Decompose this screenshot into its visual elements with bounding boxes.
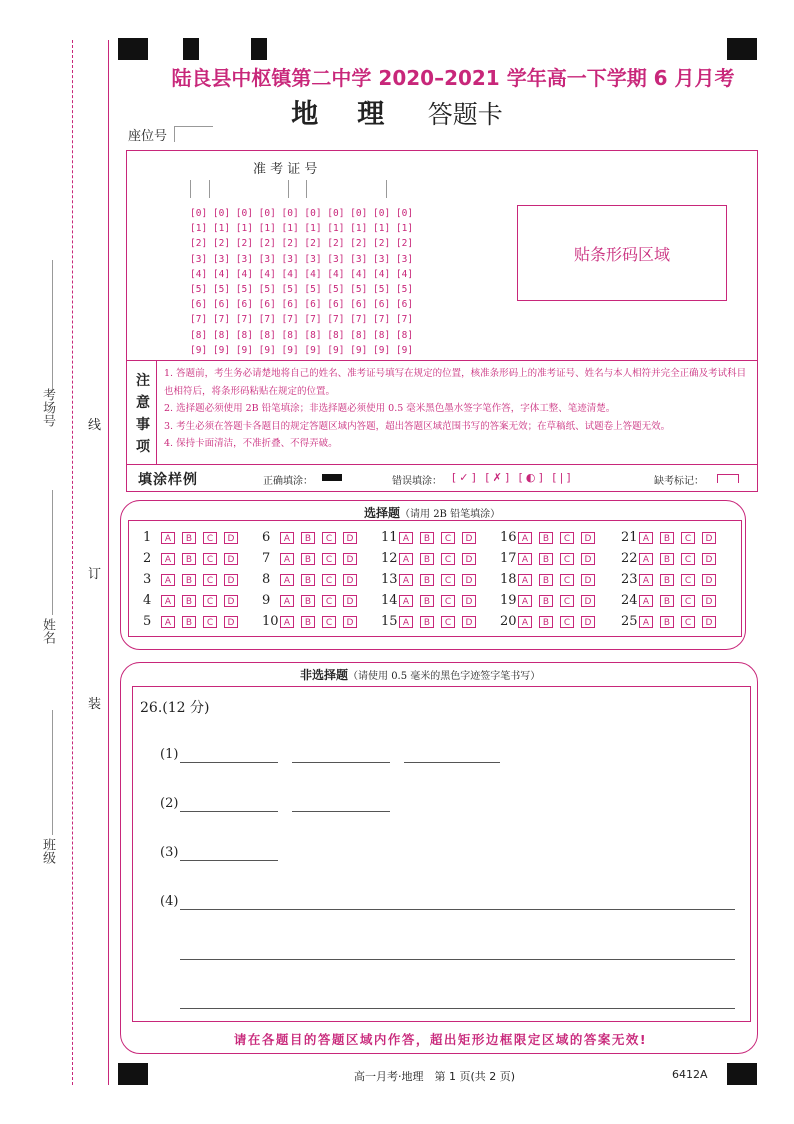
option-bubble[interactable]: A [280,595,294,607]
option-bubble[interactable]: B [539,574,553,586]
option-bubble[interactable]: D [462,574,476,586]
option-bubble[interactable]: B [420,553,434,565]
part-3-answer-line[interactable] [180,860,278,861]
choice-question [621,593,723,608]
part-1-answer-line[interactable] [404,762,500,763]
question-number: 23 [621,572,638,587]
name-field-line [52,490,53,615]
option-bubble[interactable]: A [639,574,653,586]
part-1-answer-line[interactable] [180,762,278,763]
option-bubble[interactable]: A [399,574,413,586]
option-bubble[interactable]: D [581,553,595,565]
choice-note: （请用 2B 铅笔填涂） [400,509,501,520]
digit-row: [7] [7] [7] [7] [7] [7] [7] [7] [7] [7] [190,314,414,326]
option-bubble[interactable]: D [581,532,595,544]
choice-question [500,614,602,629]
part-4-answer-line[interactable] [180,1008,735,1009]
fiducial-mark [251,38,267,60]
option-bubble[interactable]: D [343,616,357,628]
answer-area-warning: 请在各题目的答题区域内作答，超出矩形边框限定区域的答案无效! [233,1032,648,1047]
option-bubble[interactable]: A [639,616,653,628]
choice-question [381,530,483,545]
option-bubble[interactable]: D [343,532,357,544]
option-bubble[interactable]: C [322,574,336,586]
question-number: 4 [143,593,152,608]
wrong-fill-label: 错误填涂： [392,476,442,487]
nonchoice-note: （请使用 0.5 毫米的黑色字迹签字笔书写） [348,671,541,682]
option-bubble[interactable]: D [702,616,716,628]
part-1-label: (1) [160,747,179,762]
option-bubble[interactable]: D [224,532,238,544]
option-bubble[interactable]: B [301,553,315,565]
choice-question [500,530,602,545]
exam-room-field-line [52,260,53,390]
option-bubble[interactable]: A [518,595,532,607]
option-bubble[interactable]: B [539,532,553,544]
fiducial-mark [118,38,148,60]
part-4-answer-line[interactable] [180,909,735,910]
part-4-answer-line[interactable] [180,959,735,960]
option-bubble[interactable]: D [462,532,476,544]
option-bubble[interactable]: B [660,532,674,544]
notes-list [164,365,754,453]
part-2-answer-line[interactable] [292,811,390,812]
notes-heading [136,370,152,458]
option-bubble[interactable]: A [161,553,175,565]
option-bubble[interactable]: C [681,553,695,565]
option-bubble[interactable]: D [702,595,716,607]
option-bubble[interactable]: D [462,616,476,628]
digit-row: [3] [3] [3] [3] [3] [3] [3] [3] [3] [3] [190,253,414,265]
note-item: 4. 保持卡面清洁，不准折叠、不得弄破。 [164,438,338,449]
digit-row: [4] [4] [4] [4] [4] [4] [4] [4] [4] [4] [190,268,414,280]
option-bubble[interactable]: C [322,595,336,607]
option-bubble[interactable]: B [420,574,434,586]
subject-name: 地 理 [291,99,391,130]
question-number: 5 [143,614,152,629]
half-fill-icon: [◐] [518,471,546,484]
question-number: 24 [621,593,638,608]
choice-title [364,504,500,521]
nonchoice-title [300,666,540,683]
question-number: 21 [621,530,638,545]
option-bubble[interactable]: C [322,553,336,565]
note-item: 3. 考生必须在答题卡各题目的规定答题区域内答题，超出答题区域范围书写的答案无效；在草稿纸、试题卷上答题无效。 [164,420,671,432]
correct-fill-mark [322,474,342,481]
option-bubble[interactable]: D [343,553,357,565]
option-bubble[interactable]: A [399,553,413,565]
part-3-label: (3) [160,845,179,860]
admission-divider [306,180,307,198]
wrong-fill-marks [452,471,574,484]
option-bubble[interactable]: B [660,553,674,565]
fiducial-mark [727,1063,757,1085]
choice-question [262,530,364,545]
part-1-answer-line[interactable] [292,762,390,763]
choice-question [381,572,483,587]
option-bubble[interactable]: A [399,616,413,628]
choice-question [262,614,364,629]
option-bubble[interactable]: A [161,616,175,628]
option-bubble[interactable]: B [182,616,196,628]
exam-room-label: 考场号 [40,388,55,427]
choice-question [621,572,723,587]
question-number: 1 [143,530,152,545]
choice-question [143,614,245,629]
binding-line [108,40,109,1085]
option-bubble[interactable]: A [518,616,532,628]
fiducial-mark [118,1063,148,1085]
question-26-label: 26.(12 分) [140,700,210,716]
option-bubble[interactable]: A [280,616,294,628]
notes-heading-char: 事 [136,417,150,433]
choice-question [143,572,245,587]
part-2-answer-line[interactable] [180,811,278,812]
question-number: 9 [262,593,271,608]
option-bubble[interactable]: B [660,574,674,586]
option-bubble[interactable]: C [560,532,574,544]
question-number: 18 [500,572,517,587]
option-bubble[interactable]: C [203,595,217,607]
option-bubble[interactable]: B [420,532,434,544]
choice-question [621,551,723,566]
option-bubble[interactable]: A [518,553,532,565]
option-bubble[interactable]: B [420,616,434,628]
option-bubble[interactable]: A [161,595,175,607]
option-bubble[interactable]: B [301,574,315,586]
option-bubble[interactable]: D [224,595,238,607]
admission-bubble-grid[interactable] [190,206,413,358]
question-number: 22 [621,551,638,566]
cut-line [72,40,73,1085]
digit-row: [5] [5] [5] [5] [5] [5] [5] [5] [5] [5] [190,284,414,296]
question-number: 19 [500,593,517,608]
option-bubble[interactable]: D [702,553,716,565]
fill-example-divider [126,464,757,465]
question-number: 10 [262,614,279,629]
line-char: 线 [88,418,102,433]
question-number: 16 [500,530,517,545]
option-bubble[interactable]: A [161,574,175,586]
option-bubble[interactable]: A [518,532,532,544]
option-bubble[interactable]: C [441,616,455,628]
question-number: 20 [500,614,517,629]
option-bubble[interactable]: C [560,574,574,586]
nonchoice-title-text: 非选择题 [300,668,349,682]
option-bubble[interactable]: B [539,616,553,628]
option-bubble[interactable]: D [343,574,357,586]
option-bubble[interactable]: C [322,616,336,628]
part-4-label: (4) [160,894,179,909]
choice-question [381,593,483,608]
option-bubble[interactable]: C [203,616,217,628]
option-bubble[interactable]: C [560,616,574,628]
note-item: 1. 答题前，考生务必请楚地将自己的姓名、准考证号填写在规定的位置，核准条形码上的准考证号、姓名与本人相符并完全正确及考试科目也相符后，将条形码粘贴在规定的位置。 [164,368,747,397]
digit-row: [0] [0] [0] [0] [0] [0] [0] [0] [0] [0] [190,208,414,219]
line-fill-icon: [|] [552,471,574,484]
barcode-area [517,205,727,301]
fiducial-mark [183,38,199,60]
choice-question [262,593,364,608]
digit-row: [9] [9] [9] [9] [9] [9] [9] [9] [9] [9] [190,344,414,356]
choice-question [381,551,483,566]
option-bubble[interactable]: D [581,616,595,628]
option-bubble[interactable]: B [660,595,674,607]
notes-heading-divider [156,360,157,464]
choice-question [262,572,364,587]
digit-row: [2] [2] [2] [2] [2] [2] [2] [2] [2] [2] [190,238,414,250]
option-bubble[interactable]: D [702,532,716,544]
option-bubble[interactable]: B [301,616,315,628]
option-bubble[interactable]: A [399,595,413,607]
option-bubble[interactable]: C [322,532,336,544]
class-label: 班级 [40,838,55,864]
option-bubble[interactable]: B [301,532,315,544]
question-number: 13 [381,572,398,587]
seat-field[interactable] [174,126,213,142]
option-bubble[interactable]: C [203,532,217,544]
option-bubble[interactable]: A [161,532,175,544]
check-mark-icon: [✓] [452,471,479,484]
option-bubble[interactable]: B [539,595,553,607]
question-number: 3 [143,572,152,587]
option-bubble[interactable]: B [182,595,196,607]
option-bubble[interactable]: A [280,574,294,586]
part-2-label: (2) [160,796,179,811]
option-bubble[interactable]: C [203,574,217,586]
option-bubble[interactable]: C [681,574,695,586]
option-bubble[interactable]: D [343,595,357,607]
cross-mark-icon: [✗] [485,471,513,484]
fill-example-label: 填涂样例 [138,472,198,488]
notes-divider [126,360,757,361]
nonchoice-inner-box [132,686,751,1022]
choice-question [143,551,245,566]
digit-row: [1] [1] [1] [1] [1] [1] [1] [1] [1] [1] [190,223,414,235]
notes-heading-char: 注 [136,373,150,389]
option-bubble[interactable]: D [224,616,238,628]
digit-row: [8] [8] [8] [8] [8] [8] [8] [8] [8] [8] [190,329,414,341]
choice-question [500,572,602,587]
option-bubble[interactable]: B [420,595,434,607]
option-bubble[interactable]: D [224,574,238,586]
option-bubble[interactable]: C [441,574,455,586]
question-number: 14 [381,593,398,608]
option-bubble[interactable]: A [639,553,653,565]
choice-question [621,614,723,629]
option-bubble[interactable]: D [581,595,595,607]
note-item: 2. 选择题必须使用 2B 铅笔填涂；非选择题必须使用 0.5 毫米黑色墨水签字笔作答，字体工整、笔迹清楚。 [164,403,616,414]
choice-question [143,593,245,608]
name-label: 姓名 [40,618,55,644]
bind-char: 订 [88,567,102,582]
choice-question [621,530,723,545]
fiducial-mark [727,38,757,60]
question-number: 7 [262,551,271,566]
form-code: 6412A [672,1068,708,1081]
question-number: 17 [500,551,517,566]
option-bubble[interactable]: D [462,595,476,607]
correct-fill-label: 正确填涂： [263,476,313,487]
option-bubble[interactable]: B [539,553,553,565]
question-number: 12 [381,551,398,566]
notes-heading-char: 意 [136,395,150,411]
absent-label: 缺考标记： [654,476,704,487]
question-number: 2 [143,551,152,566]
option-bubble[interactable]: A [639,532,653,544]
option-bubble[interactable]: A [280,553,294,565]
admission-divider [288,180,289,198]
choice-question [262,551,364,566]
exam-title: 陆良县中枢镇第二中学 2020–2021 学年高一下学期 6 月月考 [171,66,735,90]
choice-question [381,614,483,629]
question-number: 11 [381,530,398,545]
absent-mark-box[interactable] [717,474,739,483]
page-footer: 高一月考·地理 第 1 页(共 2 页) [354,1070,516,1083]
digit-row: [6] [6] [6] [6] [6] [6] [6] [6] [6] [6] [190,299,414,311]
admission-divider [209,180,210,198]
notes-heading-char: 项 [136,439,150,455]
option-bubble[interactable]: D [224,553,238,565]
option-bubble[interactable]: A [399,532,413,544]
option-bubble[interactable]: D [462,553,476,565]
option-bubble[interactable]: A [518,574,532,586]
option-bubble[interactable]: C [203,553,217,565]
option-bubble[interactable]: C [681,595,695,607]
option-bubble[interactable]: D [581,574,595,586]
choice-question [500,593,602,608]
option-bubble[interactable]: C [441,553,455,565]
option-bubble[interactable]: B [182,574,196,586]
option-bubble[interactable]: C [560,553,574,565]
option-bubble[interactable]: A [639,595,653,607]
question-number: 8 [262,572,271,587]
option-bubble[interactable]: B [182,553,196,565]
choice-title-text: 选择题 [364,506,401,520]
seat-label: 座位号 [128,129,168,144]
class-field-line [52,710,53,835]
install-char: 装 [88,697,102,712]
card-label: 答题卡 [427,100,503,129]
option-bubble[interactable]: C [441,532,455,544]
choice-question [143,530,245,545]
choice-question [500,551,602,566]
option-bubble[interactable]: C [441,595,455,607]
question-number: 15 [381,614,398,629]
question-number: 25 [621,614,638,629]
option-bubble[interactable]: D [702,574,716,586]
option-bubble[interactable]: C [681,532,695,544]
option-bubble[interactable]: B [182,532,196,544]
option-bubble[interactable]: B [301,595,315,607]
option-bubble[interactable]: A [280,532,294,544]
subtitle [0,92,794,131]
option-bubble[interactable]: C [560,595,574,607]
option-bubble[interactable]: B [660,616,674,628]
admission-label: 准 考 证 号 [253,162,318,177]
option-bubble[interactable]: C [681,616,695,628]
question-number: 6 [262,530,271,545]
barcode-label: 贴条形码区域 [573,244,670,264]
